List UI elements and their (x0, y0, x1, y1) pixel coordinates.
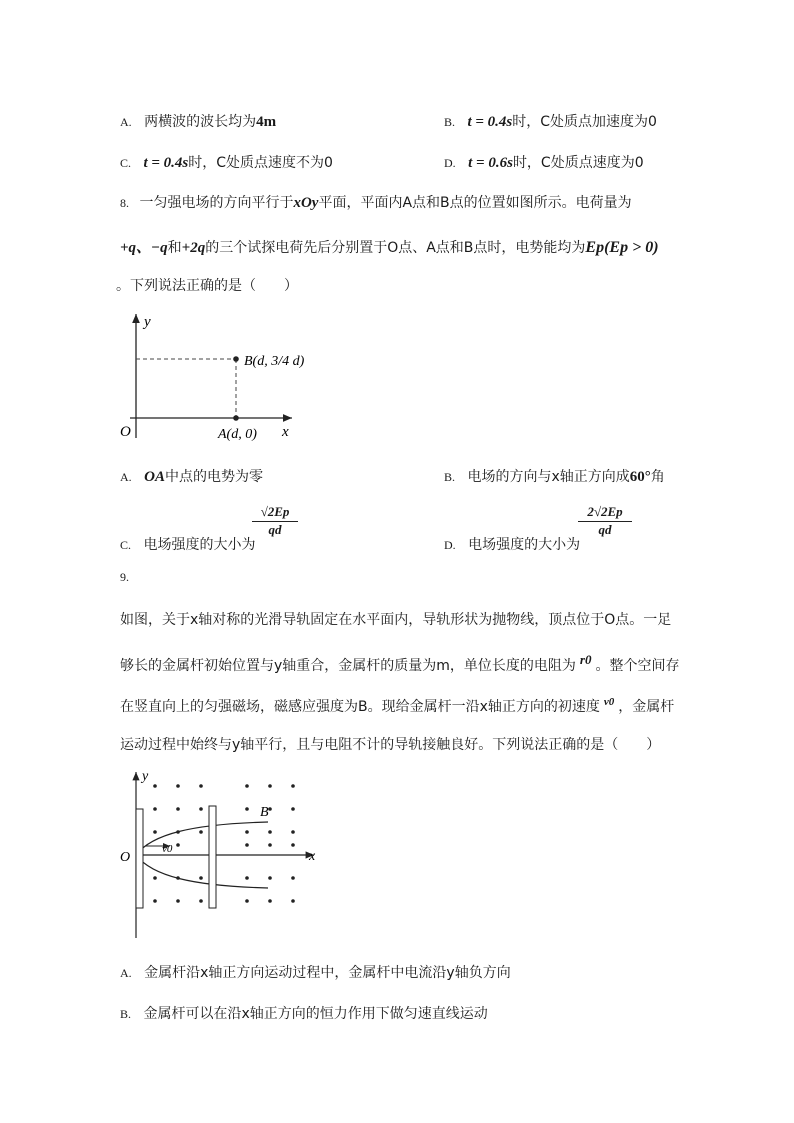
field-dot (176, 843, 180, 847)
field-dot (176, 899, 180, 903)
q8-option-c: C. 电场强度的大小为 (120, 537, 256, 553)
q9-rail-upper (136, 822, 268, 855)
q8-b-label: B(d, 3/4 d) (244, 354, 305, 369)
field-dot (268, 784, 272, 788)
q7-option-c: C. t = 0.4s时，C处质点速度不为0 (120, 155, 333, 171)
q9-stem-line2: 够长的金属杆初始位置与y轴重合，金属杆的质量为m，单位长度的电阻为 r0 。整个空间存 (120, 652, 680, 674)
field-dot (245, 784, 249, 788)
field-dot (291, 876, 295, 880)
q8-origin-label: O (120, 424, 131, 440)
q9-x-label: x (309, 849, 316, 864)
q8-figure (112, 308, 322, 448)
field-dot (291, 807, 295, 811)
q9-stem-line1: 如图，关于x轴对称的光滑导轨固定在水平面内，导轨形状为抛物线，顶点位于O点。一足 (120, 612, 672, 628)
q9-rod-initial (136, 809, 143, 908)
q9-v-label: v0 (162, 843, 173, 855)
field-dot (291, 899, 295, 903)
q9-stem-line4: 运动过程中始终与y轴平行，且与电阻不计的导轨接触良好。下列说法正确的是（ ） (120, 737, 661, 753)
q8-option-c-fraction: √2Ep qd (252, 504, 298, 538)
field-dot (268, 830, 272, 834)
field-dot (245, 843, 249, 847)
field-dot (176, 807, 180, 811)
q9-y-label: y (142, 769, 149, 784)
q8-option-d-fraction: 2√2Ep qd (578, 504, 632, 538)
field-dot (268, 843, 272, 847)
q9-option-a: A. 金属杆沿x轴正方向运动过程中，金属杆中电流沿y轴负方向 (120, 965, 511, 981)
field-dot (291, 784, 295, 788)
q7-option-d: D. t = 0.6s时，C处质点速度为0 (444, 155, 644, 171)
field-dot (268, 876, 272, 880)
q8-x-label: x (282, 424, 289, 440)
q8-a-label: A(d, 0) (218, 427, 257, 442)
field-dot (153, 807, 157, 811)
q8-option-d: D. 电场强度的大小为 (444, 537, 581, 553)
field-dot (199, 830, 203, 834)
q8-point-a (233, 415, 239, 421)
q7-option-a: A. 两横波的波长均为4m (120, 114, 277, 130)
field-dot (153, 876, 157, 880)
field-dot (199, 876, 203, 880)
q9-number: 9. (120, 570, 129, 584)
q9-b-label: B (260, 805, 269, 820)
field-dot (176, 784, 180, 788)
field-dot (153, 830, 157, 834)
field-dot (291, 830, 295, 834)
q8-option-b: B. 电场的方向与x轴正方向成60°角 (444, 469, 665, 485)
field-dot (245, 876, 249, 880)
field-dot (268, 807, 272, 811)
field-dot (199, 899, 203, 903)
q9-rod-moving (209, 806, 216, 908)
q7-option-b: B. t = 0.4s时，C处质点加速度为0 (444, 114, 657, 130)
field-dot (153, 784, 157, 788)
field-dot (199, 807, 203, 811)
q9-rail-lower (136, 855, 268, 888)
field-dot (245, 807, 249, 811)
field-dot (268, 899, 272, 903)
q8-stem-line2: +q、−q和+2q的三个试探电荷先后分别置于O点、A点和B点时，电势能均为Ep(Ep > 0) (120, 239, 659, 256)
q8-y-label: y (144, 314, 151, 330)
q9-option-b: B. 金属杆可以在沿x轴正方向的恒力作用下做匀速直线运动 (120, 1006, 488, 1022)
q9-stem-line3: 在竖直向上的匀强磁场，磁感应强度为B。现给金属杆一沿x轴正方向的初速度 $^{v0}$ ，金属杆 (120, 696, 675, 715)
q8-point-b (233, 356, 239, 362)
q8-stem-line1: 8. 一匀强电场的方向平行于xOy平面，平面内A点和B点的位置如图所示。电荷量为 (120, 195, 632, 211)
field-dot (153, 899, 157, 903)
q8-stem-line3: 。下列说法正确的是（ ） (116, 278, 298, 294)
q8-option-a: A. OA中点的电势为零 (120, 469, 263, 485)
field-dot (245, 830, 249, 834)
field-dot (245, 899, 249, 903)
field-dot (291, 843, 295, 847)
q9-figure (112, 766, 328, 942)
field-dot (199, 784, 203, 788)
q9-origin-label: O (120, 850, 131, 865)
